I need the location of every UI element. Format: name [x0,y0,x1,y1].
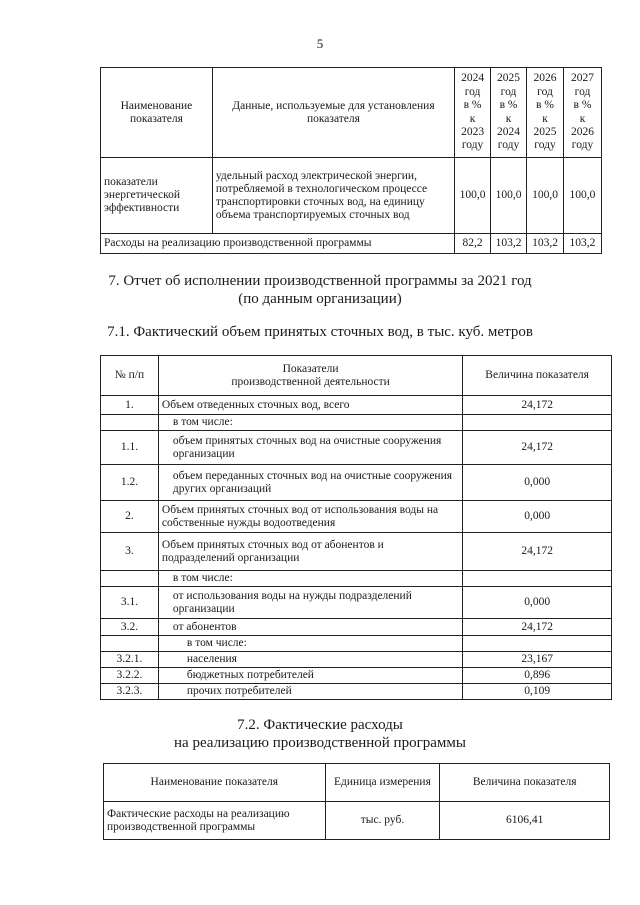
header-year-line: году [534,139,556,152]
table-row [101,431,612,465]
table-row [101,684,612,700]
row-num: 3.2. [101,619,159,636]
header-indicators-line1: Показатели [282,362,339,375]
row-value [463,415,612,431]
header-year-2026 [527,68,564,158]
row-label: Объем принятых сточных вод от использования воды на собственные нужды водоотведения [158,501,462,533]
header-year-line: год [500,85,517,98]
row-value: 0,000 [463,465,612,501]
header-data: Данные, используемые для установления показателя [212,68,454,158]
row-label: в том числе: [158,636,462,652]
row-data: удельный расход электрической энергии, потребляемой в технологическом процессе транспортировки сточных вод, на единицу объема транспортируемых сточных вод [212,158,454,234]
section-7-title-line2: (по данным организации) [238,291,402,307]
row-num [101,571,159,587]
row-value: 100,0 [527,158,564,234]
row-label: от использования воды на нужды подразделений организации [158,587,462,619]
section-7-title-line1: 7. Отчет об исполнении производственной программы за 2021 год [108,273,532,289]
row-label: объем переданных сточных вод на очистные сооружения других организаций [158,465,462,501]
row-num: 3. [101,533,159,571]
row-label: от абонентов [158,619,462,636]
row-label: в том числе: [158,415,462,431]
header-year-2027 [563,68,601,158]
header-year-line: 2025 [497,72,521,85]
header-year-line: 2024 [461,72,485,85]
row-value: 6106,41 [440,802,610,840]
header-year-line: 2026 [533,72,557,85]
table-header-row [101,68,602,158]
table-row [101,533,612,571]
row-num: 2. [101,501,159,533]
row-value: 0,109 [463,684,612,700]
row-num: 3.2.1. [101,652,159,668]
row-value: 103,2 [563,234,601,254]
table-header-row [101,356,612,396]
header-year-line: в % [536,99,554,112]
row-label: Объем принятых сточных вод от абонентов и подразделений организации [158,533,462,571]
header-year-line: году [461,139,484,152]
row-value: 0,000 [463,501,612,533]
row-value [463,571,612,587]
table-row [101,668,612,684]
row-value: 0,000 [463,587,612,619]
header-year-line: в % [573,99,592,112]
table-row [101,501,612,533]
row-value: 103,2 [527,234,564,254]
header-year-line: к [469,112,476,125]
header-year-line: 2025 [533,125,557,138]
header-year-line: 2024 [497,125,521,138]
row-value: 24,172 [463,431,612,465]
header-num: № п/п [101,356,159,396]
row-label: Объем отведенных сточных вод, всего [158,396,462,415]
row-label: прочих потребителей [158,684,462,700]
header-name: Наименование показателя [101,68,213,158]
section-7-2-title-line1: 7.2. Фактические расходы [237,717,403,733]
row-name: Фактические расходы на реализацию производственной программы [104,802,326,840]
table-row [101,652,612,668]
header-name: Наименование показателя [104,764,326,802]
row-value: 100,0 [455,158,491,234]
row-label: объем принятых сточных вод на очистные сооружения организации [158,431,462,465]
row-name: Расходы на реализацию производственной программы [101,234,455,254]
section-7-2-title-line2: на реализацию производственной программы [174,735,466,751]
row-num [101,415,159,431]
row-num: 1. [101,396,159,415]
row-value: 24,172 [463,533,612,571]
row-value: 103,2 [491,234,527,254]
table-header-row [104,764,610,802]
row-value: 24,172 [463,619,612,636]
header-indicators-line2: производственной деятельности [231,375,390,388]
row-value: 100,0 [491,158,527,234]
header-year-line: к [579,112,586,125]
wastewater-volume-table [100,355,612,700]
row-value: 100,0 [563,158,601,234]
row-unit: тыс. руб. [325,802,440,840]
table-row [101,587,612,619]
row-value: 24,172 [463,396,612,415]
row-num: 3.1. [101,587,159,619]
row-num: 3.2.3. [101,684,159,700]
header-year-line: к [505,112,512,125]
table-row [101,619,612,636]
table-row [104,802,610,840]
row-num: 1.2. [101,465,159,501]
header-year-line: 2023 [461,125,485,138]
header-year-line: в % [463,99,482,112]
section-7-2-title [0,716,640,752]
table-row [101,415,612,431]
table-row [101,234,602,254]
row-num: 3.2.2. [101,668,159,684]
header-year-line: году [497,139,520,152]
indicators-table [100,67,602,254]
header-year-line: в % [499,99,518,112]
row-name: показатели энергетической эффективности [101,158,213,234]
header-year-line: году [571,139,594,152]
row-value: 0,896 [463,668,612,684]
section-7-title [0,272,640,308]
header-year-line: 2027 [570,72,594,85]
header-value: Величина показателя [440,764,610,802]
header-indicators [158,356,462,396]
expenses-table [103,763,610,840]
row-label: в том числе: [158,571,462,587]
table-row [101,158,602,234]
row-value: 23,167 [463,652,612,668]
row-label: бюджетных потребителей [158,668,462,684]
table-row [101,636,612,652]
header-year-line: к [542,112,548,125]
header-year-line: год [574,85,591,98]
table-row [101,396,612,415]
row-num: 1.1. [101,431,159,465]
table-row [101,465,612,501]
section-7-1-title: 7.1. Фактический объем принятых сточных вод, в тыс. куб. метров [107,324,533,340]
header-year-2024 [455,68,491,158]
row-value: 82,2 [455,234,491,254]
row-value [463,636,612,652]
header-value: Величина показателя [463,356,612,396]
row-label: населения [158,652,462,668]
header-year-line: год [464,85,481,98]
header-year-line: год [537,85,553,98]
header-year-2025 [491,68,527,158]
row-num [101,636,159,652]
page-number: 5 [316,36,324,51]
header-year-line: 2026 [570,125,594,138]
table-row [101,571,612,587]
header-unit: Единица измерения [325,764,440,802]
